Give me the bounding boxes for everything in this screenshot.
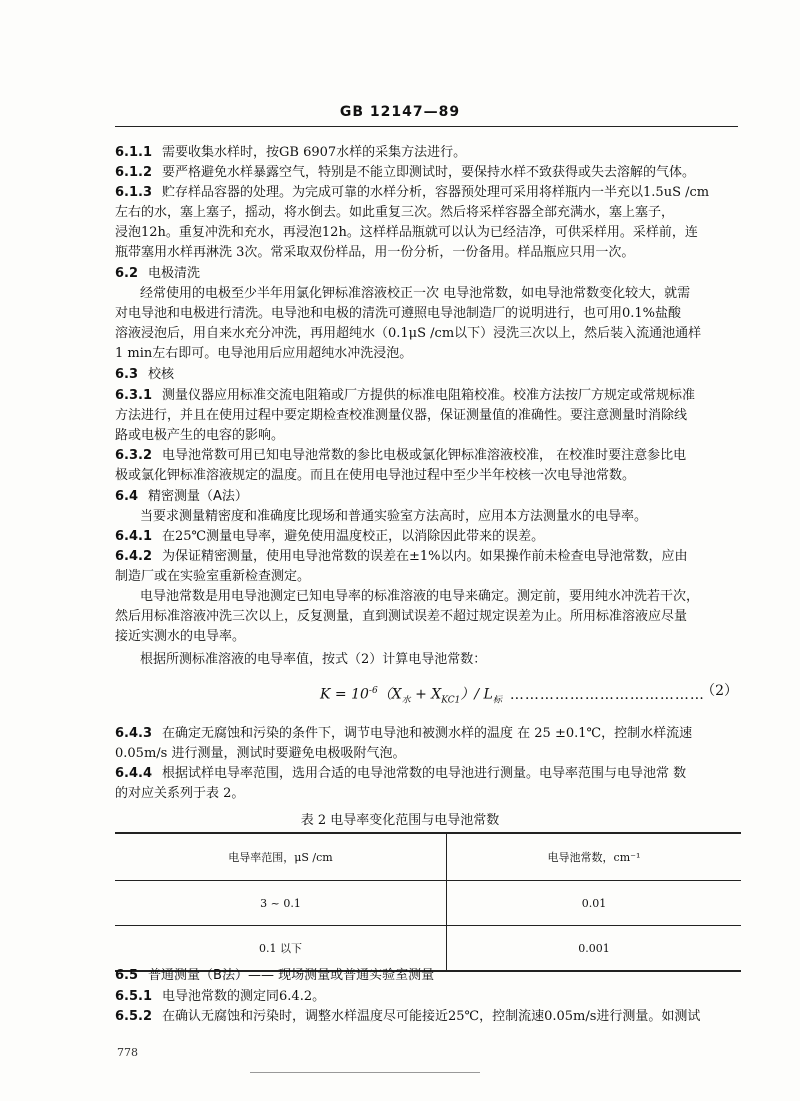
paragraph-6-5-2: 6.5.2 在确认无腐蚀和污染时，调整水样温度尽可能接近25℃，控制流速0.05m/s进行测量。如测试	[115, 1009, 701, 1024]
paragraph-line: 极或氯化钾标准溶液规定的温度。而且在使用电导池过程中至少半年校核一次电导池常数。	[115, 468, 636, 483]
paragraph-line: 的对应关系列于表 2。	[115, 786, 245, 801]
paragraph-line: 当要求测量精密度和准确度比现场和普通实验室方法高时，应用本方法测量水的电导率。	[140, 509, 648, 524]
table-cell: 3 ~ 0.1	[115, 881, 446, 926]
paragraph-line: 电导池常数是用电导池测定已知电导率的标准溶液的电导来确定。测定前，要用纯水冲洗若干次，	[140, 589, 700, 604]
table-header-row	[115, 833, 741, 881]
paragraph-6-4-1: 6.4.1 在25℃测量电导率，避免使用温度校正，以消除因此带来的误差。	[115, 529, 545, 544]
table-row	[115, 926, 741, 972]
paragraph-line: 接近实测水的电导率。	[115, 629, 246, 644]
paragraph-line: 路或电极产生的电容的影响。	[115, 428, 285, 443]
table-row	[115, 881, 741, 926]
section-heading-6-4: 6.4 精密测量（A法）	[115, 489, 248, 504]
section-heading-6-5: 6.5 普通测量（B法）—— 现场测量或普通实验室测量	[115, 968, 435, 983]
table-title: 表 2 电导率变化范围与电导池常数	[300, 813, 500, 828]
table-cell: 0.01	[446, 881, 741, 926]
paragraph-line: 对电导池和电极进行清洗。电导池和电极的清洗可遵照电导池制造厂的说明进行，也可用0.1%盐酸	[115, 306, 682, 321]
section-heading-6-3: 6.3 校核	[115, 367, 175, 382]
standard-code-header: GB 12147—89	[339, 104, 461, 120]
paragraph-6-4-2: 6.4.2 为保证精密测量，使用电导池常数的误差在±1%以内。如果操作前未检查电导池常数，应由	[115, 549, 688, 564]
paragraph-6-4-3: 6.4.3 在确定无腐蚀和污染的条件下，调节电导池和被测水样的温度 在 25 ±0.1℃，控制水样流速	[115, 726, 693, 741]
table-cell: 0.001	[446, 926, 741, 972]
paragraph-line: 根据所测标准溶液的电导率值，按式（2）计算电导池常数：	[140, 652, 487, 667]
paragraph-6-3-1: 6.3.1 测量仪器应用标准交流电阻箱或厂方提供的标准电阻箱校准。校准方法按厂方规定或常规标准	[115, 388, 696, 403]
paragraph-6-1-3: 6.1.3 贮存样品容器的处理。为完成可靠的水样分析，容器预处理可采用将样瓶内一半充以1.5uS /cm	[115, 185, 710, 200]
page-number: 778	[117, 1046, 138, 1059]
equation-number: （2）	[701, 683, 738, 699]
paragraph-6-4-4: 6.4.4 根据试样电导率范围，选用合适的电导池常数的电导池进行测量。电导率范围与电导池常 数	[115, 766, 687, 781]
paragraph-line: 然后用标准溶液冲洗三次以上，反复测量，直到测试误差不超过规定误差为止。所用标准溶液应尽量	[115, 609, 688, 624]
paragraph-line: 浸泡12h。重复冲洗和充水，再浸泡12h。这样样品瓶就可以认为已经洁净，可供采样用。采样前，连	[115, 225, 698, 240]
conductivity-table	[115, 832, 741, 972]
table-header-cell: 电导池常数，cm⁻¹	[446, 833, 741, 881]
paragraph-line: 瓶带塞用水样再淋洗 3次。常采取双份样品，用一份分析，一份备用。样品瓶应只用一次。	[115, 245, 635, 260]
paragraph-line: 左右的水，塞上塞子，摇动，将水倒去。如此重复三次。然后将采样容器全部充满水，塞上塞子，	[115, 205, 675, 220]
paragraph-line: 制造厂或在实验室重新检查测定。	[115, 569, 311, 584]
paragraph-line: 1 min左右即可。电导池用后应用超纯水冲洗浸泡。	[115, 346, 413, 361]
paragraph-line: 0.05m/s 进行测量，测试时要避免电极吸附气泡。	[115, 746, 406, 761]
table-header-cell: 电导率范围，μS /cm	[115, 833, 446, 881]
footer-rule	[250, 1072, 480, 1073]
paragraph-6-5-1: 6.5.1 电导池常数的测定同6.4.2。	[115, 989, 326, 1004]
paragraph-line: 溶液浸泡后，用自来水充分冲洗，再用超纯水（0.1μS /cm以下）浸洗三次以上，然后装入流通池通样	[115, 326, 702, 341]
header-rule	[115, 126, 738, 127]
paragraph-6-3-2: 6.3.2 电导池常数可用已知电导池常数的参比电极或氯化钾标准溶液校准， 在校准时要注意参比电	[115, 448, 687, 463]
paragraph-line: 方法进行，并且在使用过程中要定期检查校准测量仪器，保证测量值的准确性。要注意测量时消除线	[115, 408, 688, 423]
formula-2: $K = 10^{-6}(X_水 + X_{KC1})/$ $L_标$ ………………………………… （2）	[320, 680, 738, 711]
paragraph-line: 经常使用的电极至少半年用氯化钾标准溶液校正一次 电导池常数，如电导池常数变化较大，就需	[140, 286, 691, 301]
table-cell: 0.1 以下	[115, 926, 446, 972]
section-heading-6-2: 6.2 电极清洗	[115, 266, 201, 281]
paragraph-6-1-2: 6.1.2 要严格避免水样暴露空气，特别是不能立即测试时，要保持水样不致获得或失去溶解的气体。	[115, 165, 696, 180]
paragraph-6-1-1: 6.1.1 需要收集水样时，按GB 6907水样的采集方法进行。	[115, 145, 467, 160]
